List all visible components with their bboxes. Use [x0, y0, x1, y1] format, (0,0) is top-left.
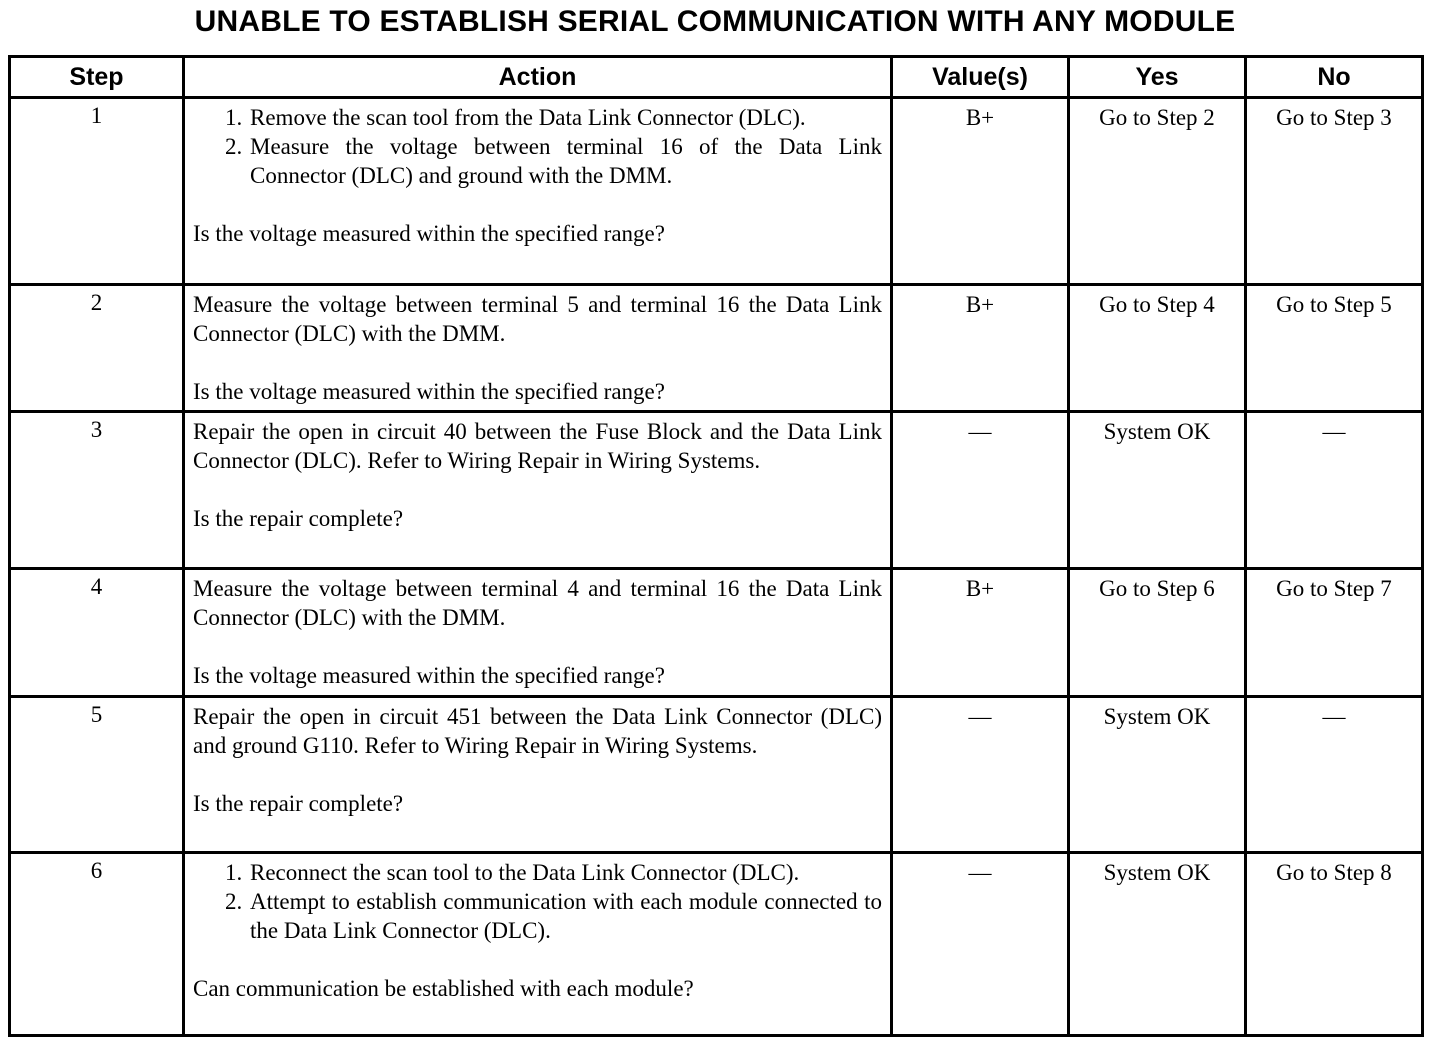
yes-cell: Go to Step 2: [1069, 98, 1246, 285]
step-number: 5: [10, 697, 184, 853]
action-text: Repair the open in circuit 451 between the Data Link Connector (DLC) and ground G110. Refer to Wiring Repair in Wiring Systems.: [193, 704, 882, 758]
header-action: Action: [184, 57, 892, 98]
value-cell: B+: [892, 98, 1069, 285]
action-cell: [184, 98, 892, 285]
yes-cell: Go to Step 6: [1069, 569, 1246, 697]
action-cell: [184, 697, 892, 853]
table-row: [10, 98, 1423, 285]
action-cell: [184, 285, 892, 412]
value-cell: B+: [892, 569, 1069, 697]
yes-cell: Go to Step 4: [1069, 285, 1246, 412]
action-question: Can communication be established with each module?: [193, 976, 694, 1001]
action-question: Is the voltage measured within the specified range?: [193, 663, 665, 688]
header-yes: Yes: [1069, 57, 1246, 98]
action-step: 2. Attempt to establish communication with each module connected to the Data Link Connector (DLC).: [248, 887, 882, 945]
no-cell: —: [1246, 697, 1423, 853]
table-row: [10, 853, 1423, 1036]
step-number: 4: [10, 569, 184, 697]
table-header-row: [10, 57, 1423, 98]
step-number: 3: [10, 412, 184, 569]
yes-cell: System OK: [1069, 697, 1246, 853]
yes-cell: System OK: [1069, 853, 1246, 1036]
step-number: 6: [10, 853, 184, 1036]
no-cell: Go to Step 7: [1246, 569, 1423, 697]
yes-cell: System OK: [1069, 412, 1246, 569]
action-text: Measure the voltage between terminal 4 and terminal 16 the Data Link Connector (DLC) with the DMM.: [193, 576, 882, 630]
header-values: Value(s): [892, 57, 1069, 98]
action-steps-list: [193, 103, 882, 190]
action-cell: [184, 853, 892, 1036]
header-no: No: [1246, 57, 1423, 98]
table-row: [10, 285, 1423, 412]
table-row: [10, 697, 1423, 853]
value-cell: —: [892, 697, 1069, 853]
value-cell: —: [892, 853, 1069, 1036]
no-cell: Go to Step 8: [1246, 853, 1423, 1036]
no-cell: Go to Step 5: [1246, 285, 1423, 412]
value-cell: —: [892, 412, 1069, 569]
step-number: 2: [10, 285, 184, 412]
action-cell: [184, 412, 892, 569]
action-question: Is the voltage measured within the specified range?: [193, 379, 665, 404]
action-cell: [184, 569, 892, 697]
action-text: Measure the voltage between terminal 5 and terminal 16 the Data Link Connector (DLC) with the DMM.: [193, 292, 882, 346]
action-question: Is the voltage measured within the specified range?: [193, 221, 665, 246]
table-row: [10, 569, 1423, 697]
diagnostic-table: [8, 55, 1424, 1037]
table-row: [10, 412, 1423, 569]
no-cell: Go to Step 3: [1246, 98, 1423, 285]
step-number: 1: [10, 98, 184, 285]
action-text: Repair the open in circuit 40 between the Fuse Block and the Data Link Connector (DLC). Refer to Wiring Repair in Wiring Systems.: [193, 419, 882, 473]
action-question: Is the repair complete?: [193, 791, 404, 816]
action-step: 1. Remove the scan tool from the Data Link Connector (DLC).: [248, 103, 882, 132]
header-step: Step: [10, 57, 184, 98]
page-title: UNABLE TO ESTABLISH SERIAL COMMUNICATION WITH ANY MODULE: [194, 5, 1236, 38]
value-cell: B+: [892, 285, 1069, 412]
action-question: Is the repair complete?: [193, 506, 404, 531]
action-step: 2. Measure the voltage between terminal 16 of the Data Link Connector (DLC) and ground with the DMM.: [248, 132, 882, 190]
no-cell: —: [1246, 412, 1423, 569]
action-steps-list: [193, 858, 882, 945]
action-step: 1. Reconnect the scan tool to the Data Link Connector (DLC).: [248, 858, 882, 887]
